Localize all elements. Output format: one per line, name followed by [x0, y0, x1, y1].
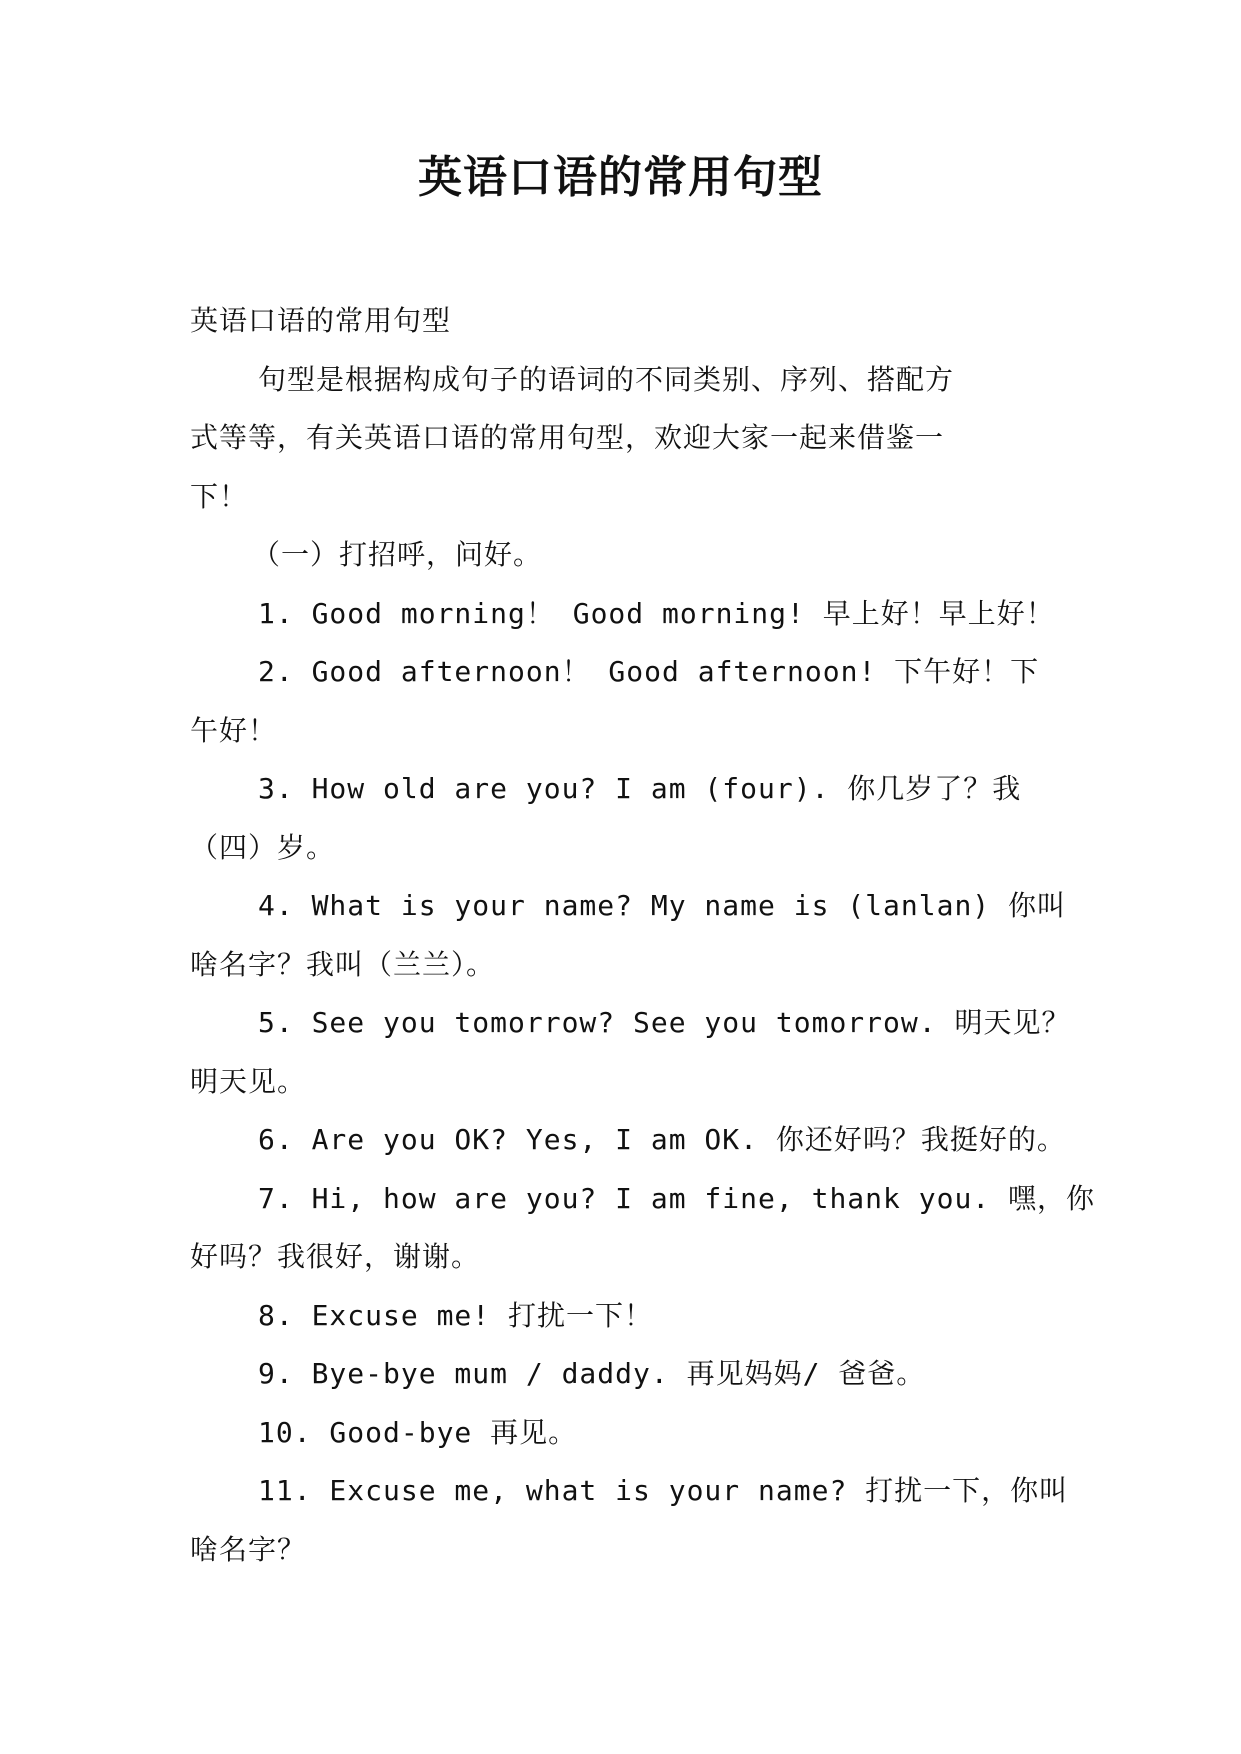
sentence-7-line-1: 7. Hi, how are you? I am fine, thank you. 嘿，你: [258, 1181, 1096, 1215]
sentence-10: 10. Good-bye 再见。: [258, 1415, 578, 1449]
intro-line-3: 下！: [190, 479, 249, 513]
sentence-6: 6. Are you OK? Yes, I am OK. 你还好吗？我挺好的。: [258, 1123, 1066, 1156]
section-heading: （一）打招呼，问好。: [252, 538, 543, 571]
sentence-11-line-1: 11. Excuse me, what is your name? 打扰一下，你叫: [258, 1474, 1069, 1507]
sentence-9: 9. Bye-bye mum / daddy. 再见妈妈/ 爸爸。: [258, 1357, 926, 1390]
sentence-11-line-2: 啥名字？: [190, 1532, 307, 1566]
intro-line-1: 句型是根据构成句子的语词的不同类别、序列、搭配方: [258, 362, 955, 396]
sentence-5-line-2: 明天见。: [190, 1064, 307, 1098]
subtitle-line: 英语口语的常用句型: [190, 304, 452, 337]
sentence-4-line-1: 4. What is your name? My name is (lanlan) 你叫: [258, 889, 1067, 922]
sentence-2-line-2: 午好！: [190, 713, 278, 747]
sentence-3-line-1: 3. How old are you? I am (four). 你几岁了？我: [258, 772, 1022, 805]
sentence-7-line-2: 好吗？我很好，谢谢。: [190, 1240, 481, 1273]
sentence-2-line-1: 2. Good afternoon！ Good afternoon! 下午好！下: [258, 655, 1040, 688]
sentence-8: 8. Excuse me! 打扰一下！: [258, 1298, 654, 1332]
intro-line-2: 式等等，有关英语口语的常用句型，欢迎大家一起来借鉴一: [190, 421, 945, 454]
document-body: [190, 292, 1096, 1579]
sentence-5-line-1: 5. See you tomorrow? See you tomorrow. 明天见？: [258, 1006, 1071, 1039]
sentence-3-line-2: （四）岁。: [190, 830, 336, 864]
sentence-1: 1. Good morning！ Good morning! 早上好！早上好！: [258, 596, 1055, 630]
document-title: 英语口语的常用句型: [418, 152, 823, 203]
sentence-4-line-2: 啥名字？我叫（兰兰）。: [190, 947, 496, 981]
